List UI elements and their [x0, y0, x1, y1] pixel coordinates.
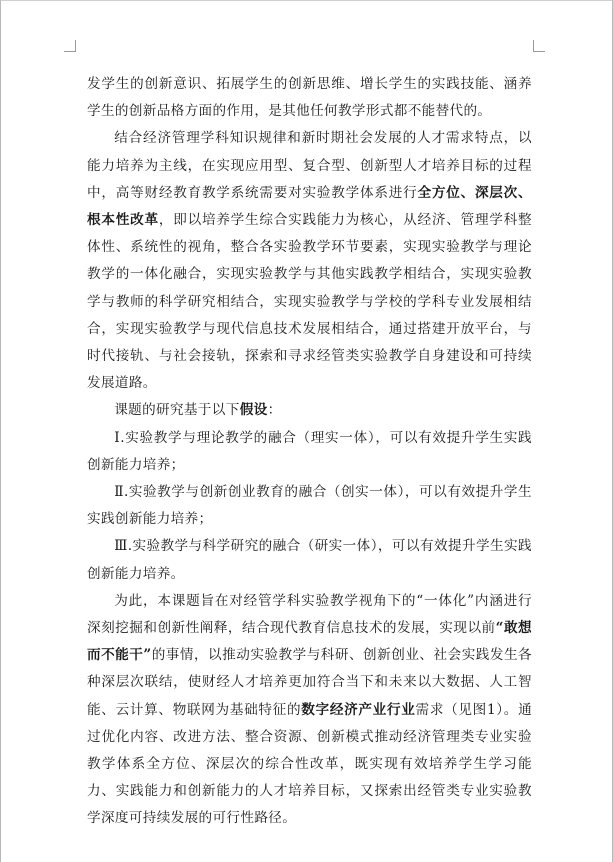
paragraph-3 — [87, 397, 532, 424]
hypothesis-1: Ⅰ.实验教学与理论教学的融合（理实一体），可以有效提升学生实践创新能力培养； — [87, 429, 532, 473]
hypothesis-2: Ⅱ.实验教学与创新创业教育的融合（创实一体），可以有效提升学生实践创新能力培养； — [87, 484, 532, 528]
paragraph-4-text-3: 需求（见图1）。通过优化内容、改进方法、整合资源、创新模式推动经济管理类专业实验教学体系全方位、深层次的综合性改革，既实现有效培养学生学习能力、实践能力和创新能力的人才培养目标，又探索出经管类专业实验教学深度可持续发展的可行性路径。 — [87, 701, 533, 827]
paragraph-4-text-1: 为此，本课题旨在对经管学科实验教学视角下的“一体化”内涵进行深刻挖掘和创新性阐释，结合现代教育信息技术的发展，实现以前 — [87, 592, 532, 637]
crop-mark-top-right — [533, 40, 545, 52]
hypothesis-3: Ⅲ.实验教学与科学研究的融合（研实一体），可以有效提升学生实践创新能力培养。 — [87, 538, 532, 582]
paragraph-2-text-1: 结合经济管理学科知识规律和新时期社会发展的人才需求特点，以能力培养为主线，在实现应用型、复合型、创新型人才培养目标的过程中，高等财经教育教学系统需要对实验教学体系进行 — [87, 130, 532, 201]
paragraph-4-bold-2: 数字经济产业行业 — [301, 701, 416, 718]
crop-mark-top-left — [64, 40, 76, 52]
paragraph-2 — [87, 125, 532, 397]
document-body — [87, 71, 532, 833]
paragraph-4 — [87, 588, 532, 833]
paragraph-3-bold: 假设 — [239, 402, 268, 419]
paragraph-3-text-1: 课题的研究基于以下 — [114, 402, 240, 419]
paragraph-3-text-2: ： — [267, 402, 282, 419]
paragraph-4-text-2: 的事情，以推动实验教学与科研、创新创业、社会实践发生各种深层次联结，使财经人才培养更加符合当下和未来以大数据、人工智能、云计算、物联网为基础特征的 — [87, 647, 532, 718]
paragraph-4-bold-1: “敢想而不能干” — [87, 620, 532, 664]
paragraph-2-text-2: ，即以培养学生综合实践能力为核心，从经济、管理学科整体性、系统性的视角，整合各实验教学环节要素，实现实验教学与理论教学的一体化融合，实现实验教学与其他实践教学相结合，实现实验教学与教师的科学研究相结合，实现实验教学与学校的学科专业发展相结合，实现实验教学与现代信息技术发展相结合，通过搭建开放平台，与时代接轨、与社会接轨，探索和寻求经管类实验教学自身建设和可持续发展道路。 — [87, 212, 532, 392]
paragraph-2-bold: 全方位、深层次、根本性改革 — [87, 184, 532, 229]
paragraph-1: 发学生的创新意识、拓展学生的创新思维、增长学生的实践技能、涵养学生的创新品格方面的作用，是其他任何教学形式都不能替代的。 — [87, 76, 532, 120]
